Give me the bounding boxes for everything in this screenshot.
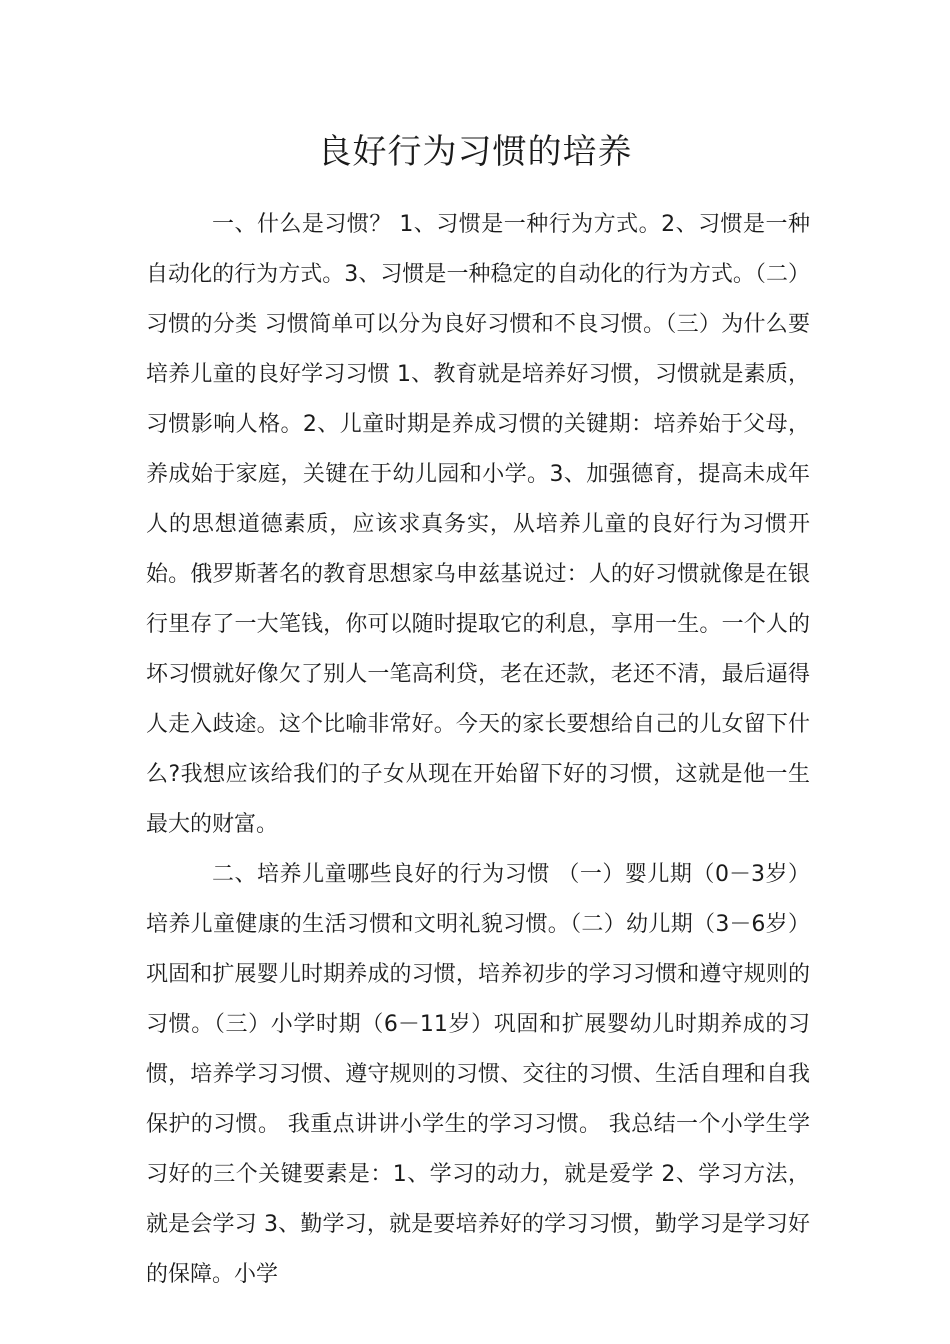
document-body [146,200,810,1300]
paragraph-1: 一、什么是习惯？ 1、习惯是一种行为方式。2、习惯是一种自动化的行为方式。3、习惯是一种稳定的自动化的行为方式。（二）习惯的分类 习惯简单可以分为良好习惯和不良习惯。（三）为什么要培养儿童的良好学习习惯 1、教育就是培养好习惯，习惯就是素质，习惯影响人格。2、儿童时期是养成习惯的关键期：培养始于父母，养成始于家庭，关键在于幼儿园和小学。3、加强德育，提高未成年人的思想道德素质，应该求真务实，从培养儿童的良好行为习惯开始。俄罗斯著名的教育思想家乌申兹基说过：人的好习惯就像是在银行里存了一大笔钱，你可以随时提取它的利息，享用一生。一个人的坏习惯就好像欠了别人一笔高利贷，老在还款，老还不清，最后逼得人走入歧途。这个比喻非常好。今天的家长要想给自己的儿女留下什么?我想应该给我们的子女从现在开始留下好的习惯，这就是他一生最大的财富。 [146,212,810,837]
document-title: 良好行为习惯的培养 [317,132,633,172]
paragraph-2: 二、培养儿童哪些良好的行为习惯 （一）婴儿期（0－3岁）培养儿童健康的生活习惯和文明礼貌习惯。（二）幼儿期（3－6岁）巩固和扩展婴儿时期养成的习惯，培养初步的学习习惯和遵守规则的习惯。（三）小学时期（6－11岁）巩固和扩展婴幼儿时期养成的习惯，培养学习习惯、遵守规则的习惯、交往的习惯、生活自理和自我保护的习惯。 我重点讲讲小学生的学习习惯。 我总结一个小学生学习好的三个关键要素是：1、学习的动力，就是爱学 2、学习方法，就是会学习 3、勤学习，就是要培养好的学习习惯，勤学习是学习好的保障。小学 [146,862,810,1287]
